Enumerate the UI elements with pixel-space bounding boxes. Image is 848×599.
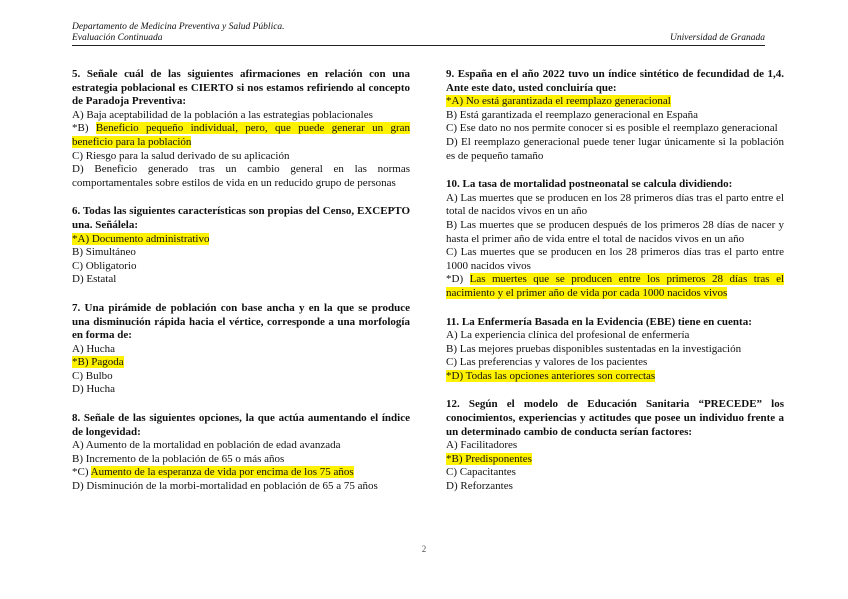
- option-b: B) Las mejores pruebas disponibles sustentadas en la investigación: [446, 342, 742, 355]
- answer-highlight: *A) Documento administrativo: [72, 232, 210, 245]
- question-5: [72, 68, 410, 190]
- option-b: [72, 356, 410, 370]
- question-10: [446, 178, 784, 300]
- option-a: A) Baja aceptabilidad de la población a las estrategias poblacionales: [72, 108, 373, 121]
- option-d: D) Disminución de la morbi-mortalidad en población de 65 a 75 años: [72, 480, 378, 493]
- answer-highlight: Beneficio pequeño individual, pero, que puede generar un gran beneficio para la población: [72, 122, 411, 148]
- question-title: 8. Señale de las siguientes opciones, la que actúa aumentando el índice de longevidad:: [72, 412, 410, 438]
- question-title: 11. La Enfermería Basada en la Evidencia (EBE) tiene en cuenta:: [446, 315, 752, 328]
- answer-highlight: *A) No está garantizada el reemplazo generacional: [446, 95, 671, 108]
- question-title: 10. La tasa de mortalidad postneonatal se calcula dividiendo:: [446, 178, 733, 191]
- option-c: C) Bulbo: [72, 369, 113, 382]
- answer-highlight: Las muertes que se producen entre los primeros 28 días tras el nacimiento y el primer año de vida por cada 1000 nacidos vivos: [446, 273, 785, 299]
- option-b: [446, 453, 784, 467]
- option-a: [72, 233, 410, 247]
- page-header: [72, 22, 765, 46]
- option-c: C) Capacitantes: [446, 466, 516, 479]
- header-line: [72, 33, 765, 46]
- question-title: 12. Según el modelo de Educación Sanitaria “PRECEDE” los conocimientos, experiencias y actitudes que posee un individuo frente a un determinado cambio de conducta serían factores:: [446, 398, 784, 438]
- question-9: [446, 68, 784, 163]
- question-title: 5. Señale cuál de las siguientes afirmaciones en relación con una estrategia poblacional es CIERTO si nos estamos refiriendo al concepto de Paradoja Preventiva:: [72, 68, 410, 108]
- option-a: A) Hucha: [72, 342, 116, 355]
- page-number: 2: [421, 544, 427, 554]
- option-a: A) Facilitadores: [446, 439, 518, 452]
- option-b: B) Simultáneo: [72, 246, 136, 259]
- option-c: C) Ese dato no nos permite conocer si es posible el reemplazo generacional: [446, 122, 778, 135]
- answer-highlight: Aumento de la esperanza de vida por encima de los 75 años: [90, 466, 354, 479]
- option-b: [72, 122, 410, 149]
- answer-highlight: *D) Todas las opciones anteriores son correctas: [446, 369, 656, 382]
- question-title: 7. Una pirámide de población con base ancha y en la que se produce una disminución rápida hacia el vértice, corresponde a una morfología en forma de:: [72, 301, 410, 342]
- option-c: [72, 466, 410, 480]
- option-a: A) La experiencia clínica del profesional de enfermería: [446, 329, 690, 342]
- option-c: C) Las preferencias y valores de los pacientes: [446, 356, 648, 369]
- question-title: 6. Todas las siguientes características son propias del Censo, EXCEPTO una. Señálela:: [72, 205, 410, 231]
- option-d: D) Estatal: [72, 273, 117, 286]
- question-title: 9. España en el año 2022 tuvo un índice sintético de fecundidad de 1,4. Ante este dato, usted concluiría que:: [446, 68, 784, 94]
- option-c: C) Obligatorio: [72, 259, 137, 272]
- option-b: B) Las muertes que se producen después de los primeros 28 días de nacer y hasta el primer año de vida entre el total de nacidos vivos en un año: [446, 218, 784, 245]
- option-c: C) Las muertes que se producen en los 28 primeros días tras el parto entre 1000 nacidos vivos: [446, 246, 784, 272]
- option-b: B) Incremento de la población de 65 o más años: [72, 452, 285, 465]
- header-university: Universidad de Granada: [670, 33, 765, 43]
- question-7: [72, 302, 410, 397]
- left-column: [72, 68, 410, 509]
- question-6: [72, 205, 410, 287]
- header-evaluation: Evaluación Continuada: [72, 33, 163, 43]
- question-12: [446, 398, 784, 493]
- option-a: A) Las muertes que se producen en los 28 primeros días tras el parto entre el total de nacidos vivos en un año: [446, 191, 784, 218]
- option-d: D) Hucha: [72, 383, 116, 396]
- header-department: Departamento de Medicina Preventiva y Salud Pública.: [72, 22, 285, 32]
- option-a: A) Aumento de la mortalidad en población de edad avanzada: [72, 439, 341, 452]
- option-c: C) Riesgo para la salud derivado de su aplicación: [72, 149, 290, 162]
- answer-highlight: *B) Predisponentes: [446, 452, 532, 465]
- option-prefix: *B): [72, 122, 96, 135]
- option-d: D) El reemplazo generacional puede tener lugar únicamente si la población es de pequeño tamaño: [446, 135, 784, 162]
- option-prefix: *D): [446, 273, 470, 286]
- option-a: [446, 95, 784, 109]
- question-11: [446, 316, 784, 384]
- option-d: D) Beneficio generado tras un cambio general en las normas comportamentales sobre estilos de vida en un reducido grupo de personas: [72, 163, 410, 189]
- option-prefix: *C): [72, 466, 91, 479]
- question-8: [72, 412, 410, 494]
- option-d: [446, 273, 784, 300]
- option-d: [446, 370, 784, 384]
- option-b: B) Está garantizada el reemplazo generacional en España: [446, 108, 698, 121]
- option-d: D) Reforzantes: [446, 480, 513, 493]
- answer-highlight: *B) Pagoda: [72, 356, 124, 369]
- right-column: [446, 68, 784, 509]
